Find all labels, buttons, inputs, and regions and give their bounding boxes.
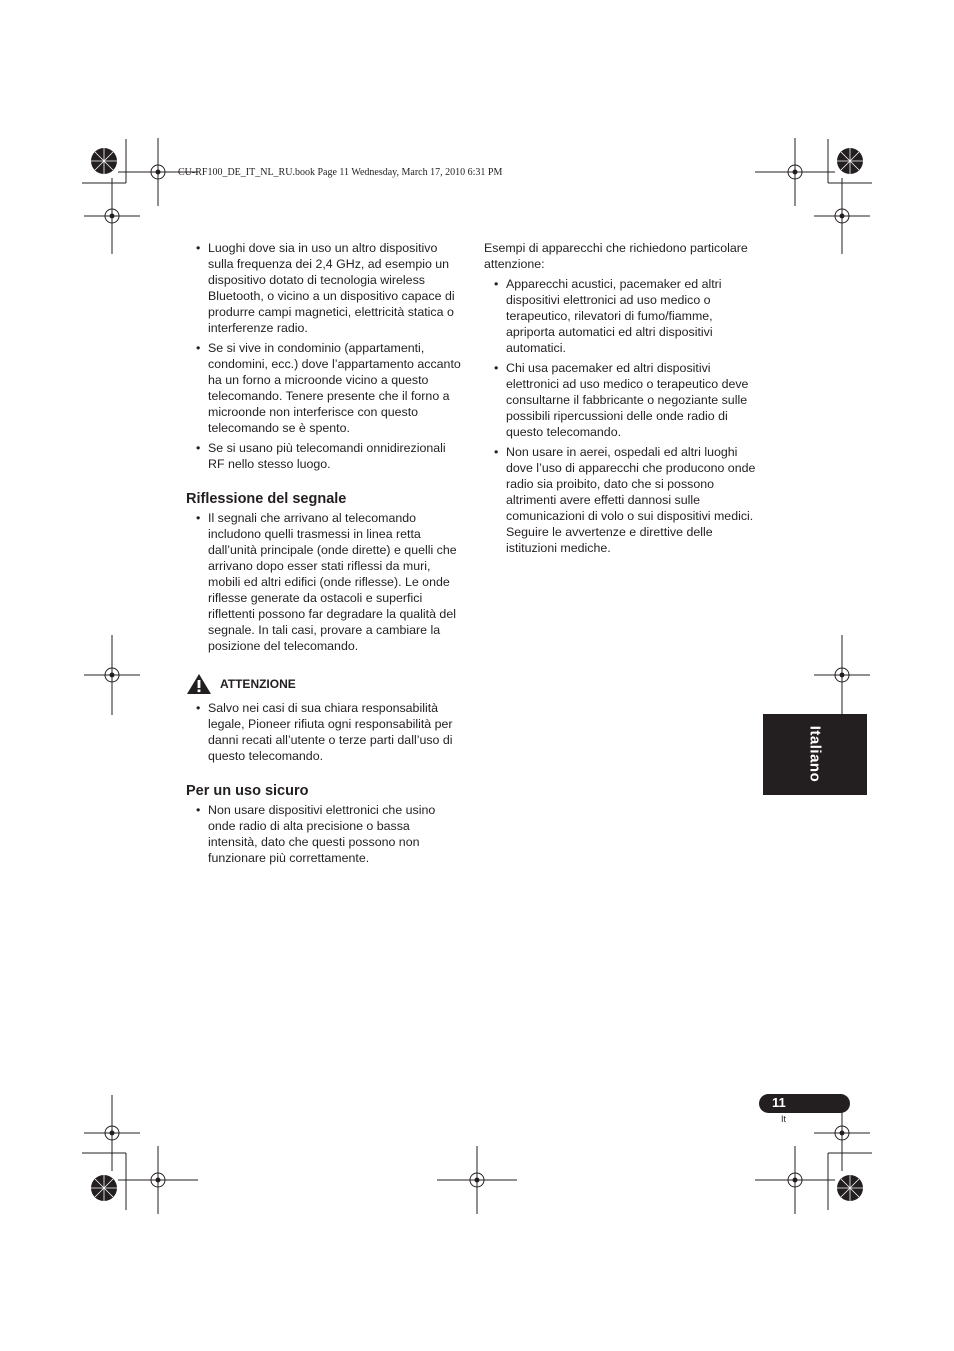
list-item: • Il segnali che arrivano al telecomando includono quelli trasmessi in linea retta dall’unità principale (onde dirette) e quelli che arrivano dopo esser stati riflessi da muri, mobili ed altri edifici (onde riflesse). Le onde riflesse generate da ostacoli e superfici riflettenti possono far degradare la qualità del segnale. In tali casi, provare a cambiare la posizione del telecomando. [186,510,462,654]
interference-list [186,240,462,472]
reflection-list [186,510,462,654]
caution-heading [186,672,462,696]
language-tab-label: Italiano [806,725,824,783]
page-number: 11 [772,1095,786,1110]
section-title-safe-use: Per un uso sicuro [186,783,309,799]
list-item: • Chi usa pacemaker ed altri dispositivi elettronici ad uso medico o terapeutico deve consultarne il fabbricante o negoziante sulle possibili ripercussioni delle onde radio di questo telecomando. [484,360,760,440]
list-item: • Non usare in aerei, ospedali ed altri luoghi dove l’uso di apparecchi che producono onde radio sia proibito, dato che si possono altrimenti avere effetti dannosi sulle comunicazioni di volo o sui dispositivi medici. Seguire le avvertenze e direttive delle istituzioni mediche. [484,444,760,556]
caution-label: ATTENZIONE [220,677,296,691]
list-item: • Apparecchi acustici, pacemaker ed altri dispositivi elettronici ad uso medico o terapeutico, rilevatori di fumo/fiamme, apriporta automatici ed altri dispositivi automatici. [484,276,760,356]
language-tab [763,714,867,795]
caution-list [186,700,462,764]
list-item: • Luoghi dove sia in uso un altro dispositivo sulla frequenza dei 2,4 GHz, ad esempio un dispositivo dotato di tecnologia wireless Bluetooth, o vicino a un dispositivo capace di produrre campi magnetici, elettricità statica o interferenze radio. [186,240,462,336]
examples-intro: Esempi di apparecchi che richiedono particolare attenzione: [484,241,748,271]
safe-use-list [186,802,462,866]
left-column [186,240,462,870]
examples-list [484,276,760,556]
section-title-reflection: Riflessione del segnale [186,491,347,507]
right-column [484,240,760,560]
print-header: CU-RF100_DE_IT_NL_RU.book Page 11 Wednesday, March 17, 2010 6:31 PM [178,167,503,178]
list-item: • Salvo nei casi di sua chiara responsabilità legale, Pioneer rifiuta ogni responsabilità per danni recati all’utente o terze parti dall’uso di questo telecomando. [186,700,462,764]
list-item: • Se si usano più telecomandi onnidirezionali RF nello stesso luogo. [186,440,462,472]
list-item: • Se si vive in condominio (appartamenti, condomini, ecc.) dove l’appartamento accanto ha un forno a microonde vicino a questo telecomando. Tenere presente che il forno a microonde non interferisce con questo telecomando se è spento. [186,340,462,436]
warning-triangle-icon [186,673,212,695]
list-item: • Non usare dispositivi elettronici che usino onde radio di alta precisione o bassa intensità, dato che questi possono non funzionare più correttamente. [186,802,462,866]
page-number-badge [759,1094,850,1113]
page-language-code: It [781,1114,787,1124]
